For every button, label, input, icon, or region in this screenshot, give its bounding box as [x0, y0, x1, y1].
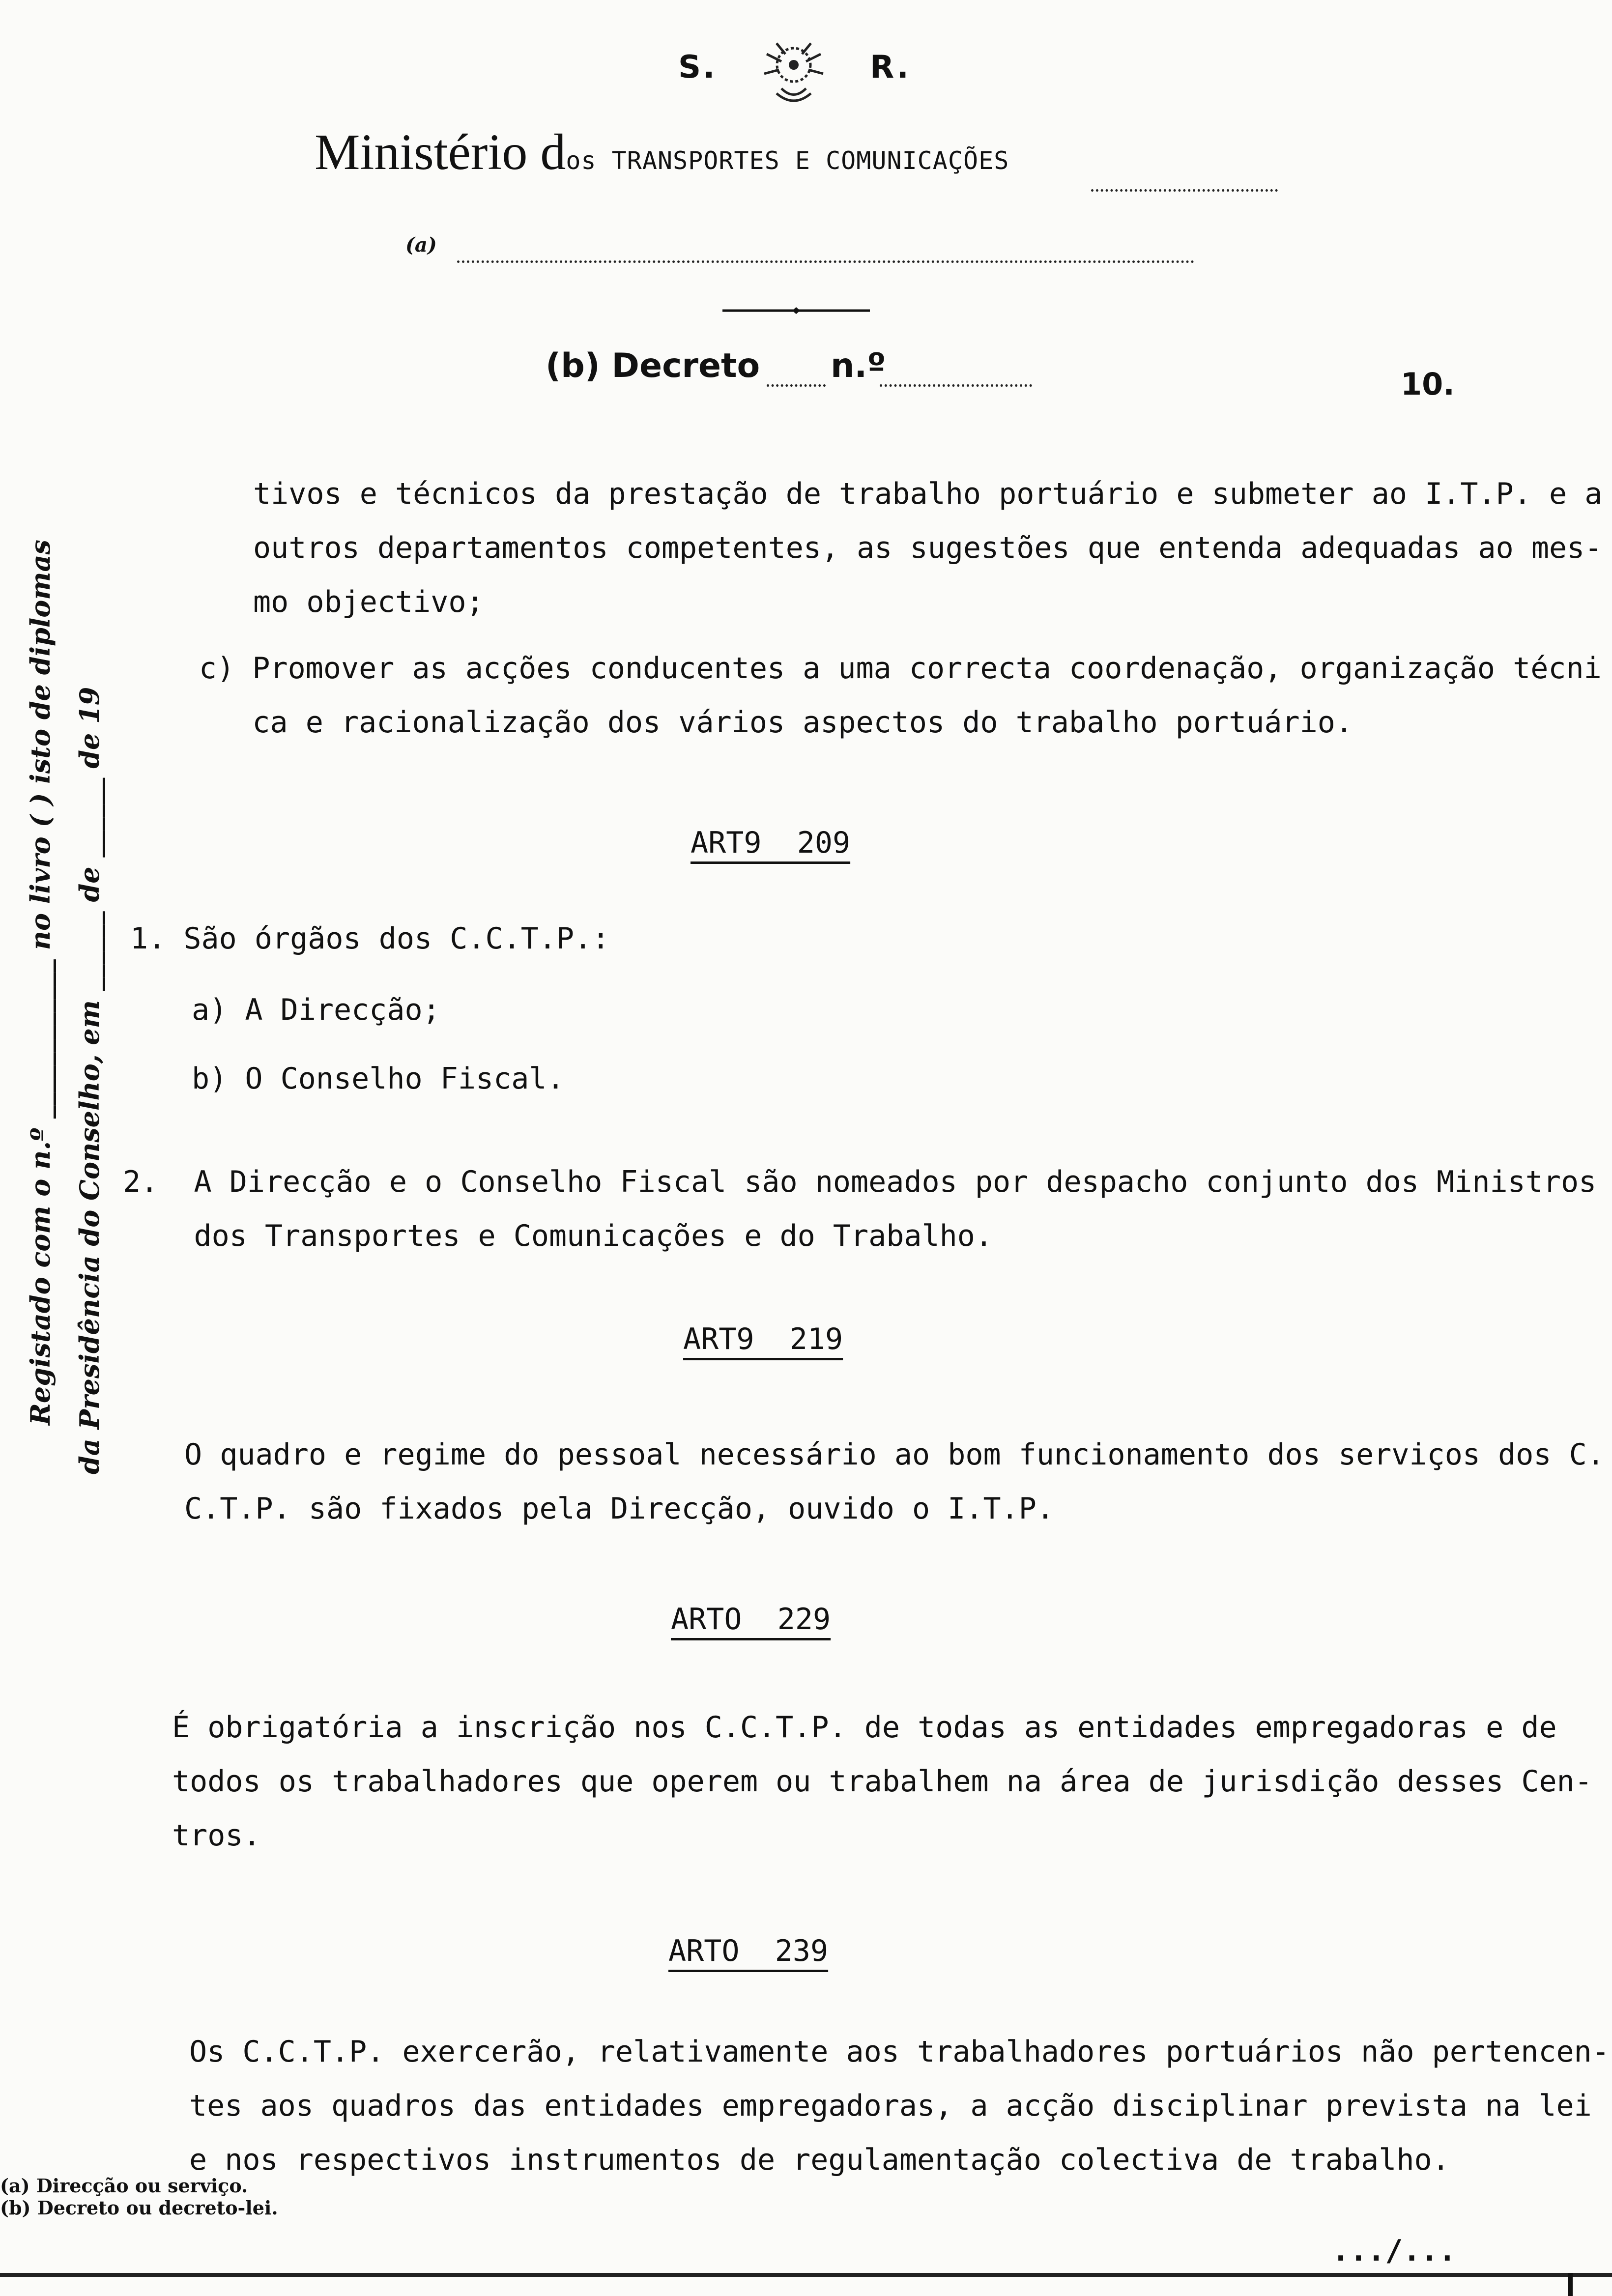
divider-ornament	[722, 307, 870, 314]
paragraph-continuation	[253, 467, 1602, 629]
header-s-letter: S.	[678, 49, 717, 86]
art20-item-a: a) A Direcção;	[192, 993, 440, 1027]
side-note-presidency: da Presidência do Conselho, em ______ de ______ de 19	[74, 687, 105, 1474]
text-line: É obrigatória a inscrição nos C.C.T.P. de todas as entidades empregadoras e de	[172, 1710, 1557, 1745]
text-line: O quadro e regime do pessoal necessário ao bom funcionamento dos serviços dos C.	[184, 1437, 1605, 1472]
art20-item-1: 1. São órgãos dos C.C.T.P.:	[130, 921, 610, 956]
bottom-rule	[0, 2273, 1612, 2277]
text-line: Os C.C.T.P. exercerão, relativamente aos trabalhadores portuários não pertencen-	[189, 2035, 1610, 2069]
art20-item-2	[123, 1155, 1596, 1263]
service-dotted-line	[457, 260, 1194, 263]
text-line: tros.	[172, 1818, 261, 1853]
continuation-mark: .../...	[1332, 2234, 1456, 2268]
page-number: 10.	[1401, 366, 1455, 402]
text-line: c) Promover as acções conducentes a uma correcta coordenação, organização técni	[199, 651, 1602, 686]
article-23-heading: ARTO 239	[668, 1934, 829, 1968]
art20-item-b: b) O Conselho Fiscal.	[192, 1062, 565, 1096]
article-22-heading: ARTO 229	[671, 1602, 831, 1636]
bottom-right-mark	[1568, 2273, 1573, 2296]
text-line: outros departamentos competentes, as sugestões que entenda adequadas ao mes-	[253, 531, 1603, 565]
text-line: ca e racionalização dos vários aspectos do trabalho portuário.	[199, 705, 1353, 740]
article-20-heading: ART9 209	[691, 826, 851, 860]
text-line: C.T.P. são fixados pela Direcção, ouvido o I.T.P.	[184, 1492, 1055, 1526]
ministry-line	[315, 123, 1009, 181]
header-r-letter: R.	[870, 49, 911, 86]
decree-number-dotted-line	[880, 384, 1032, 387]
coat-of-arms-icon	[747, 34, 840, 108]
footnote-b: (b) Decreto ou decreto-lei.	[0, 2197, 278, 2219]
text-line: dos Transportes e Comunicações e do Trabalho.	[123, 1219, 993, 1253]
decree-line	[546, 346, 760, 385]
decree-type-dotted-line	[767, 384, 826, 387]
text-line: tivos e técnicos da prestação de trabalho portuário e submeter ao I.T.P. e a	[253, 477, 1603, 511]
decree-label: (b) Decreto	[546, 346, 760, 385]
footnote-a: (a) Direcção ou serviço.	[0, 2175, 248, 2197]
text-line: tes aos quadros das entidades empregadoras, a acção disciplinar prevista na lei	[189, 2089, 1592, 2123]
text-line: 2. A Direcção e o Conselho Fiscal são nomeados por despacho conjunto dos Ministros	[123, 1165, 1597, 1199]
label-a: (a)	[405, 233, 437, 257]
ministry-name: os TRANSPORTES E COMUNICAÇÕES	[566, 146, 1009, 175]
art22-paragraph	[172, 1700, 1592, 1863]
art21-paragraph	[184, 1428, 1605, 1536]
decree-number-label: n.º	[831, 346, 886, 385]
ministry-dotted-line	[1091, 189, 1278, 192]
article-21-heading: ART9 219	[683, 1322, 843, 1356]
text-line: mo objectivo;	[253, 585, 484, 619]
text-line: e nos respectivos instrumentos de regulamentação colectiva de trabalho.	[189, 2143, 1450, 2177]
side-note-registration: Registado com o n.º ____________ no livro ( ) isto de diplomas	[25, 540, 56, 1425]
art23-paragraph	[189, 2025, 1610, 2187]
item-c	[199, 641, 1602, 749]
ministry-prefix: Ministério d	[315, 124, 566, 180]
text-line: todos os trabalhadores que operem ou trabalhem na área de jurisdição desses Cen-	[172, 1764, 1592, 1799]
